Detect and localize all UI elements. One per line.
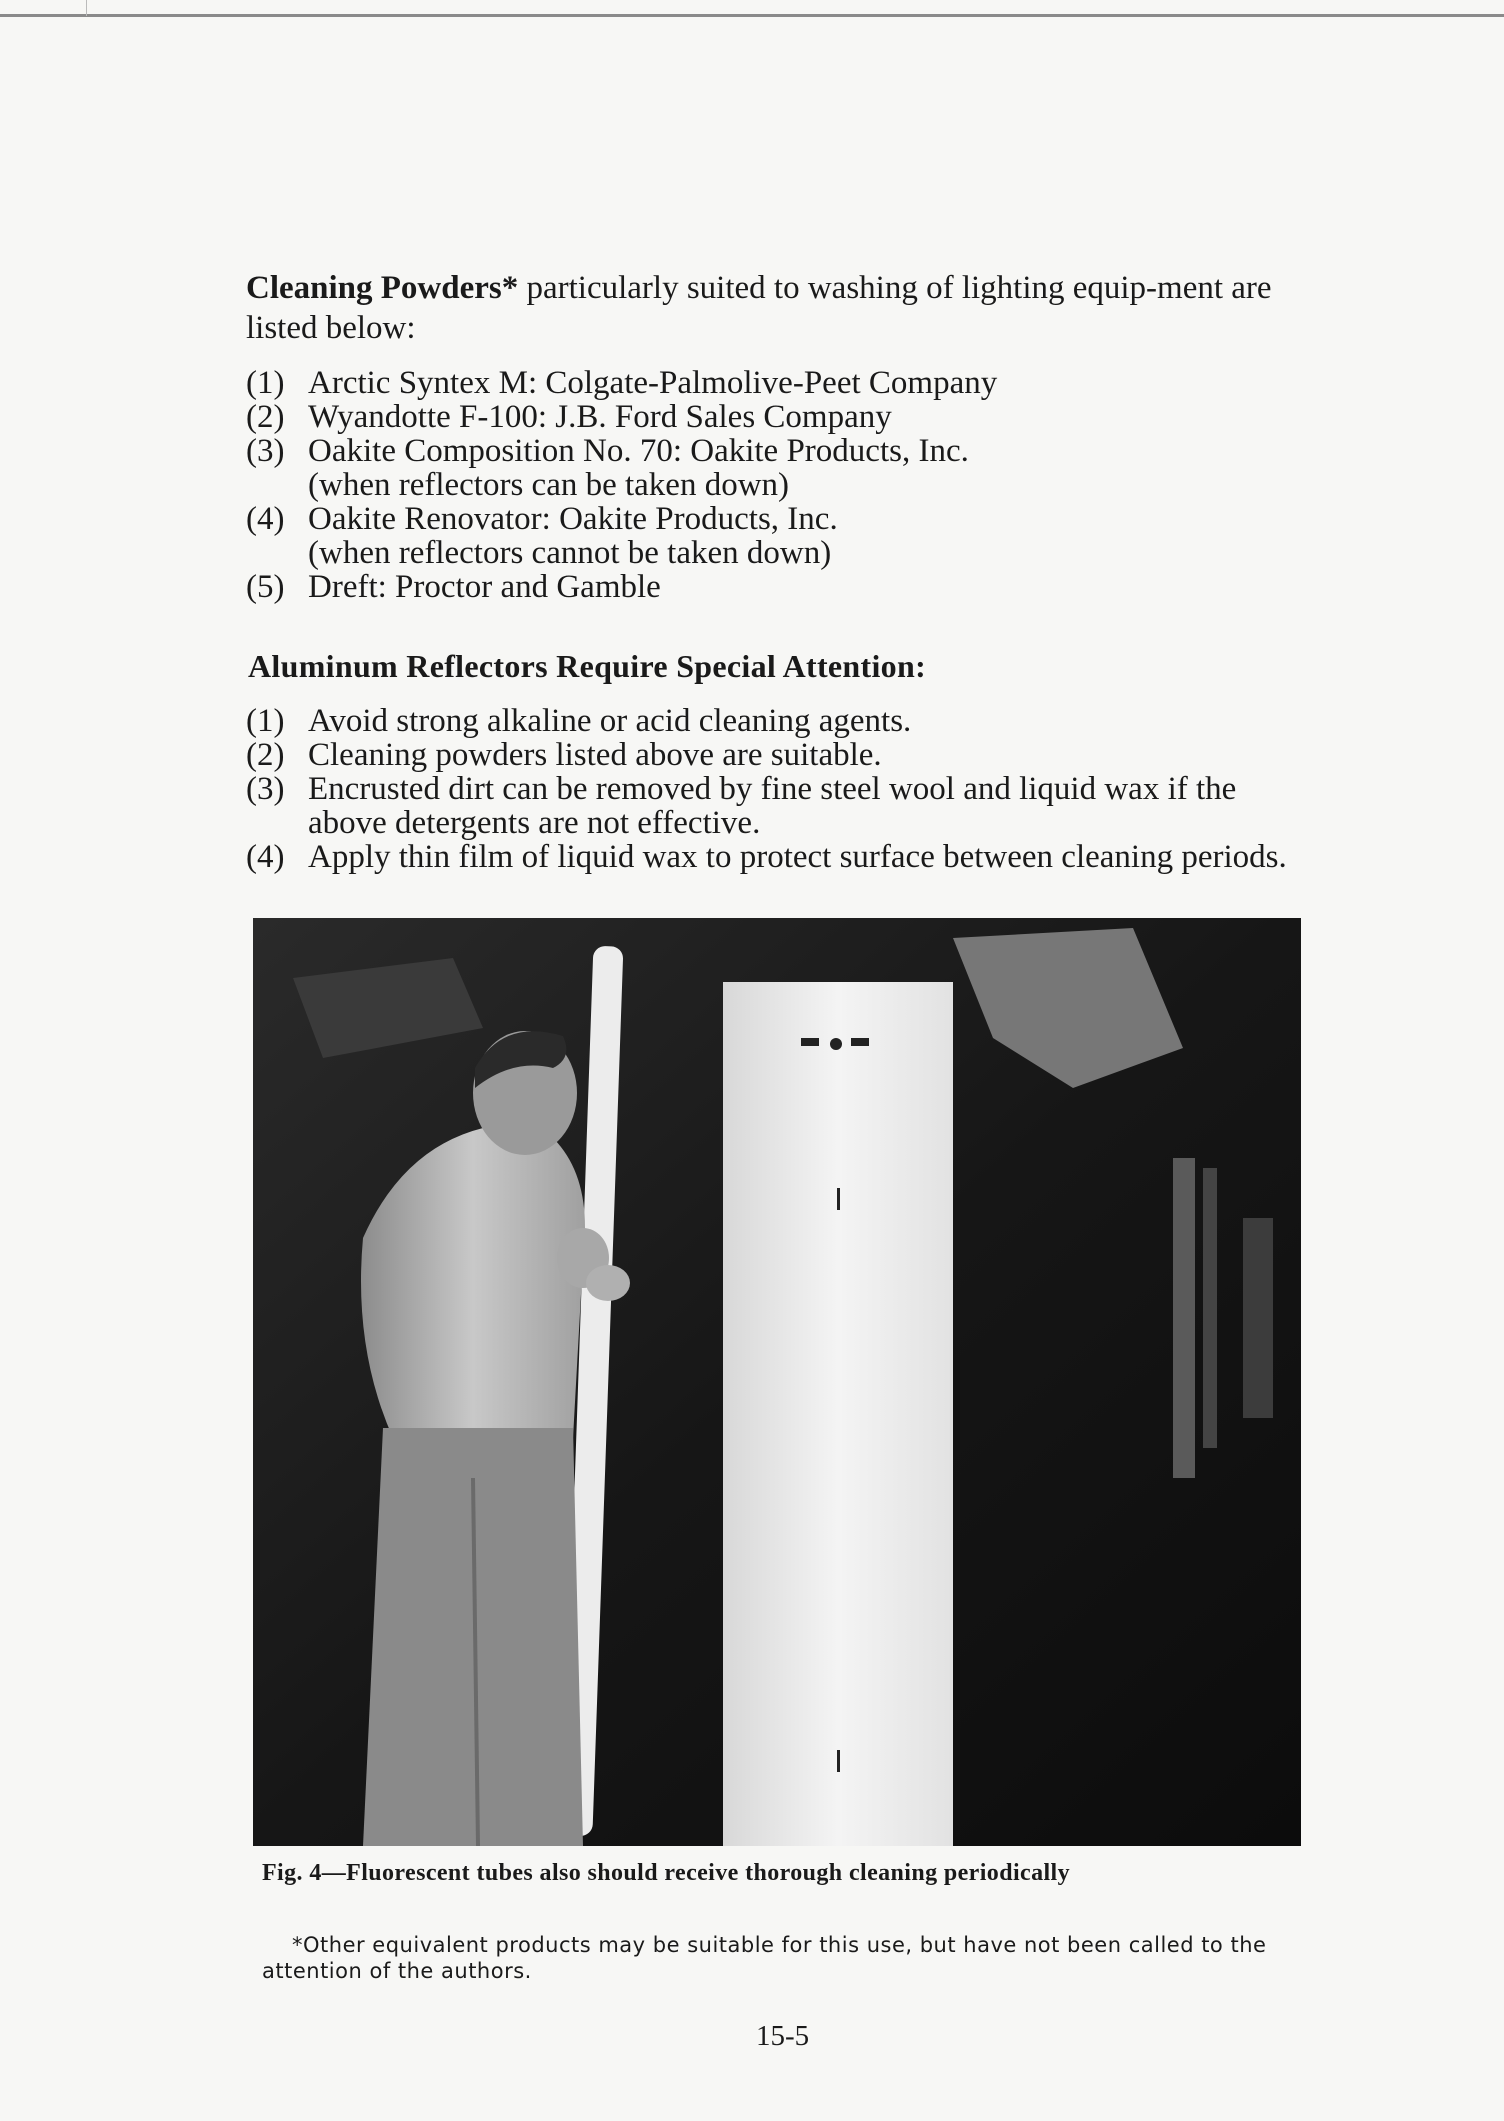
- list-item-text: Oakite Composition No. 70: Oakite Products, Inc.: [308, 433, 969, 469]
- list-item-number: (1): [246, 703, 285, 739]
- intro-text: particularly suited to washing of lighting equip-ment are listed below:: [246, 270, 1272, 346]
- list-item-number: (3): [246, 771, 285, 807]
- figure-caption: Fig. 4—Fluorescent tubes also should receive thorough cleaning periodically: [262, 1860, 1071, 1886]
- panel-slot: [801, 1038, 819, 1046]
- aluminum-section-heading: Aluminum Reflectors Require Special Attention:: [248, 648, 927, 684]
- panel-slot: [837, 1750, 840, 1772]
- aluminum-list: [246, 704, 1298, 874]
- panel-slot: [837, 1188, 840, 1210]
- list-item-number: (4): [246, 501, 285, 537]
- cleaning-powders-list: [246, 366, 1298, 604]
- page-top-rule: [0, 14, 1504, 17]
- list-item-number: (2): [246, 399, 285, 435]
- page-body: [246, 268, 1298, 874]
- panel-hole: [830, 1038, 842, 1050]
- list-item-text: Avoid strong alkaline or acid cleaning agents.: [308, 703, 912, 739]
- list-item-text: Oakite Renovator: Oakite Products, Inc.: [308, 501, 838, 537]
- list-item: [246, 400, 1298, 434]
- photo-illustration: [253, 918, 1301, 1846]
- list-item-number: (5): [246, 569, 285, 605]
- list-item-number: (3): [246, 433, 285, 469]
- scan-edge-mark: [86, 0, 87, 16]
- panel-slot: [851, 1038, 869, 1046]
- list-item-number: (1): [246, 365, 285, 401]
- footnote: *Other equivalent products may be suitable for this use, but have not been called to the attention of the authors.: [262, 1933, 1267, 1983]
- cleaning-powders-heading: Cleaning Powders*: [246, 270, 519, 306]
- list-item-text: Apply thin film of liquid wax to protect surface between cleaning periods.: [308, 839, 1287, 875]
- list-item-note: (when reflectors cannot be taken down): [308, 535, 832, 571]
- list-item: [246, 738, 1298, 772]
- list-item-number: (2): [246, 737, 285, 773]
- list-item: [246, 434, 1298, 502]
- list-item-note: (when reflectors can be taken down): [308, 467, 790, 503]
- list-item: [246, 502, 1298, 570]
- rack-post: [1173, 1158, 1195, 1478]
- rack-post: [1203, 1168, 1217, 1448]
- rack-post: [1243, 1218, 1273, 1418]
- figure-photo: [253, 918, 1301, 1846]
- list-item-text: Dreft: Proctor and Gamble: [308, 569, 661, 605]
- cleaning-cloth: [586, 1265, 630, 1301]
- intro-paragraph: [246, 268, 1298, 348]
- fixture-panel: [723, 982, 953, 1846]
- page-number: 15-5: [756, 2020, 810, 2052]
- list-item: [246, 570, 1298, 604]
- list-item-text: Cleaning powders listed above are suitable.: [308, 737, 882, 773]
- list-item: [246, 366, 1298, 400]
- list-item-text: Wyandotte F-100: J.B. Ford Sales Company: [308, 399, 892, 435]
- list-item: [246, 772, 1298, 840]
- list-item-text: Arctic Syntex M: Colgate-Palmolive-Peet Company: [308, 365, 998, 401]
- list-item-number: (4): [246, 839, 285, 875]
- list-item: [246, 840, 1298, 874]
- list-item: [246, 704, 1298, 738]
- list-item-text: Encrusted dirt can be removed by fine steel wool and liquid wax if the above detergents are not effective.: [308, 771, 1237, 841]
